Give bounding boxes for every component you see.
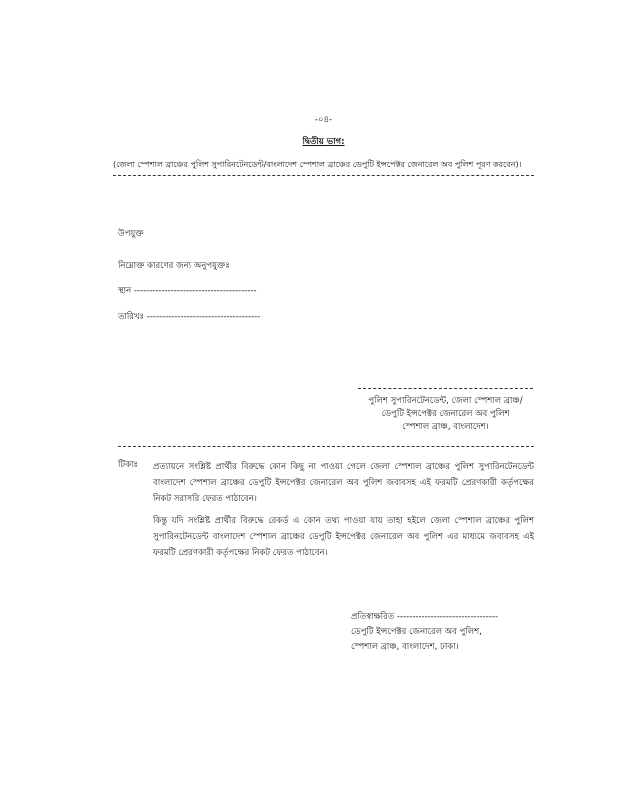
signature2-line3: স্পেশাল ব্রাঞ্চ, বাংলাদেশ, ঢাকা। [351,642,459,652]
countersigned-field: প্রতিস্বাক্ষরিত --------------------------------- [351,612,499,622]
signature-line [358,388,533,389]
suitable-label: উপযুক্ত [118,229,144,239]
date-field: তারিখঃ ------------------------------------- [118,312,261,322]
divider [113,175,534,176]
signature1-line1: পুলিশ সুপারিনটেনডেন্ট, জেলা স্পেশাল ব্রাঞ্চ/ [368,396,523,406]
divider [118,446,534,447]
place-field: স্থান ---------------------------------------- [118,286,257,296]
note-paragraph-2: কিন্তু যদি সংশ্লিষ্ট প্রার্থীর বিরুদ্ধে রেকর্ড এ কোন তথ্য পাওয়া যায় তাহা হইলে জেলা স্পেশাল ব্রাঞ্চের পুলিশ সুপারিনটেনডেন্ট বাংলাদেশ স্পেশাল ব্রাঞ্চের ডেপুটি ইন্সপেক্টর জেনারেল অব পুলিশ এর মাধ্যমে জবাবসহ এই ফরমটি প্রেরণকারী কর্তৃপক্ষের নিকট ফেরত পাঠাবেন। [153,516,534,558]
note-section [113,459,534,567]
countersignature-block [351,611,534,654]
instruction-text: (জেলা স্পেশাল ব্রাঞ্চের পুলিশ সুপারিনটেনডেন্ট/বাংলাদেশ স্পেশাল ব্রাঞ্চের ডেপুটি ইন্সপেক্টর জেনারেল অব পুলিশ পূরণ করবেন)। [113,160,522,169]
section-heading: দ্বিতীয় ভাগ: [302,137,345,147]
signature1-line3: স্পেশাল ব্রাঞ্চ, বাংলাদেশ। [402,422,489,432]
page-number: -০৪- [314,115,333,125]
note-paragraph-1: প্রত্যায়নে সংশ্লিষ্ট প্রার্থীর বিরুদ্ধে কোন কিছু না পাওয়া গেলে জেলা স্পেশাল ব্রাঞ্চের পুলিশ সুপারিনটেনডেন্ট বাংলাদেশ স্পেশাল ব্রাঞ্চের ডেপুটি ইন্সপেক্টর জেনারেল অব পুলিশ জবাবসহ এই ফরমটি প্রেরণকারী কর্তৃপক্ষের নিকট সরাসরি ফেরত পাঠাবেন। [153,462,534,504]
signature2-line2: ডেপুটি ইন্সপেক্টর জেনারেল অব পুলিশ, [351,627,482,637]
signature-block [358,388,533,434]
signature1-line2: ডেপুটি ইন্সপেক্টর জেনারেল অব পুলিশ [381,409,510,419]
note-label: টিকাঃ [118,460,139,470]
unsuitable-label: নিম্নোক্ত কারণের জন্য অনুপযুক্তঃ [118,261,230,271]
